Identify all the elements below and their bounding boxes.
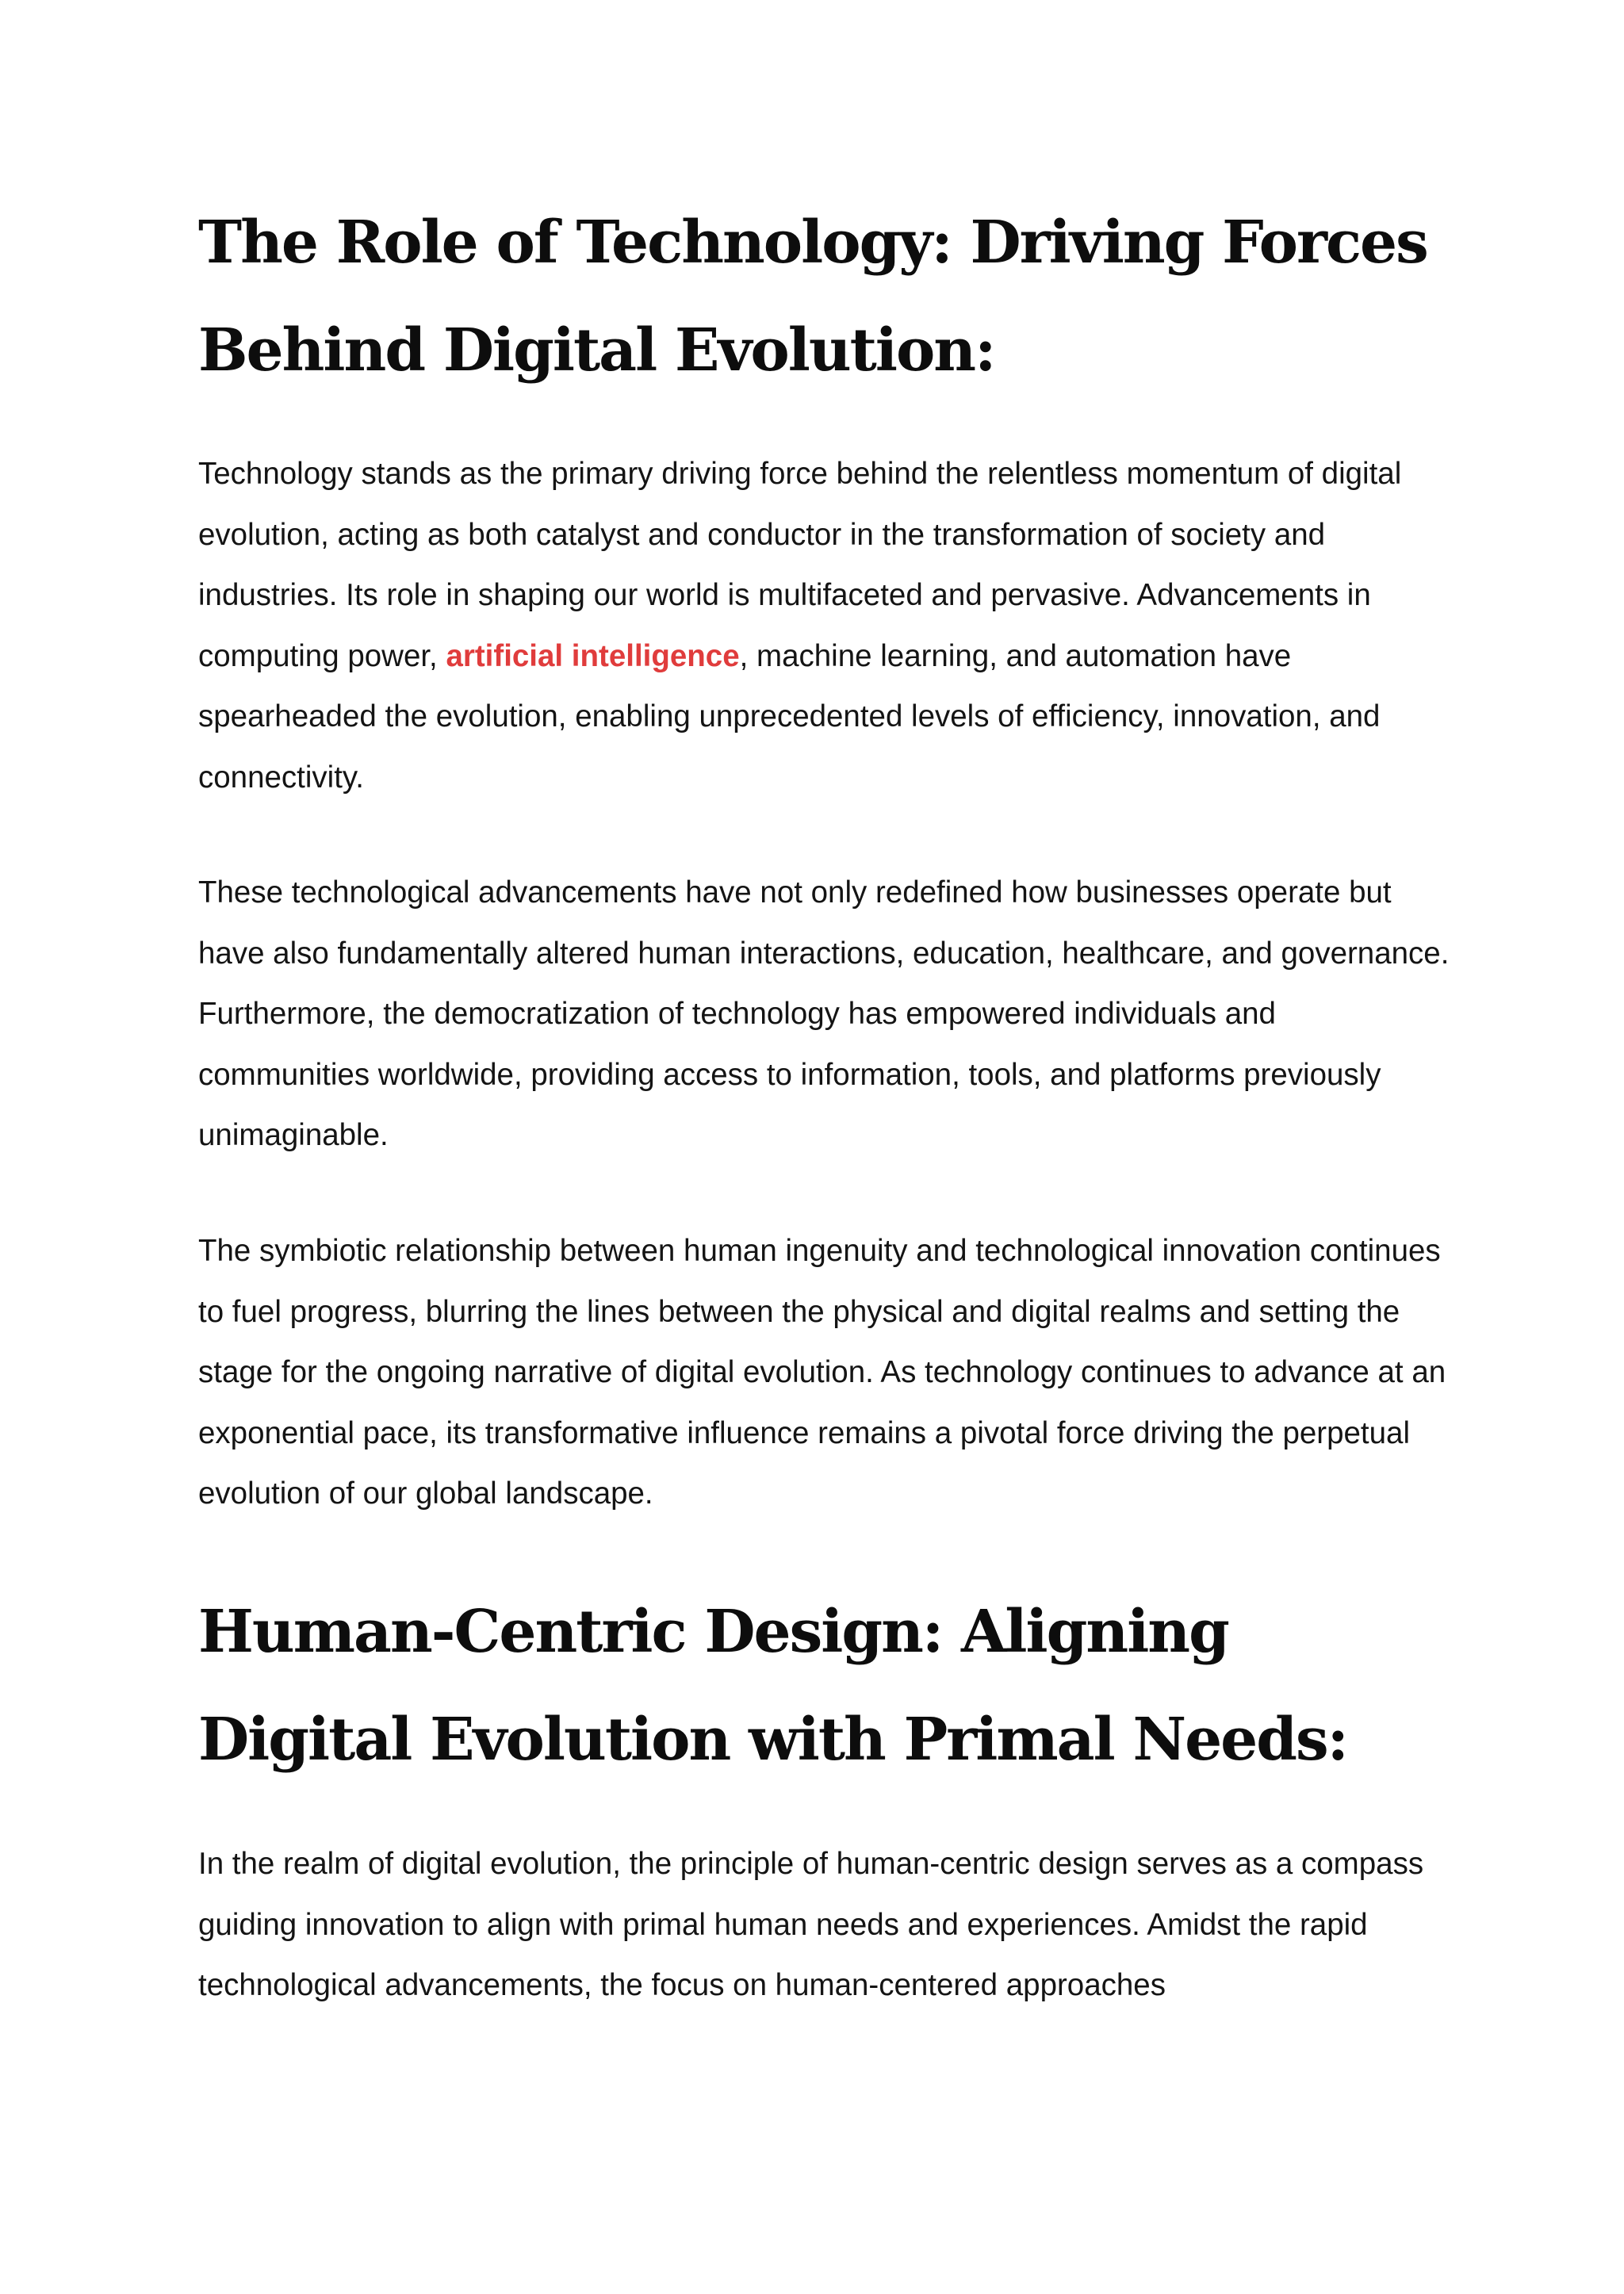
paragraph-text-after-link: , machine learning, and automation have spearheaded the evolution, enabling unprecedented levels of efficiency, innovation, and connectivity. (198, 638, 1381, 795)
paragraph-text-before-link: Technology stands as the primary driving force behind the relentless momentum of digital evolution, acting as both catalyst and conductor in the transformation of society and industries. Its role in shaping our world is multifaceted and pervasive. Advancements in computing power, (198, 457, 1402, 673)
paragraph-symbiotic-relationship: The symbiotic relationship between human ingenuity and technological innovation continues to fuel progress, blurring the lines between the physical and digital realms and setting the stage for the ongoing narrative of digital evolution. As technology continues to advance at an exponential pace, its transformative influence remains a pivotal force driving the perpetual evolution of our global landscape. (198, 1234, 1446, 1511)
paragraph-technological-advancements: These technological advancements have not only redefined how businesses operate but have also fundamentally altered human interactions, education, healthcare, and governance. Furthermore, the democratization of technology has empowered individuals and communities worldwide, providing access to information, tools, and platforms previously unimaginable. (198, 875, 1450, 1152)
section-heading-role-of-technology: The Role of Technology: Driving Forces Behind Digital Evolution: (198, 209, 1427, 385)
artificial-intelligence-link[interactable]: artificial intelligence (446, 638, 740, 673)
paragraph-human-centric-design: In the realm of digital evolution, the principle of human-centric design serves as a compass guiding innovation to align with primal human needs and experiences. Amidst the rapid technological advancements, the focus on human-centered approaches (198, 1847, 1424, 2002)
paragraph-technology-driving-force (198, 444, 1451, 808)
section-heading-human-centric-design: Human-Centric Design: Aligning Digital Evolution with Primal Needs: (198, 1598, 1347, 1774)
